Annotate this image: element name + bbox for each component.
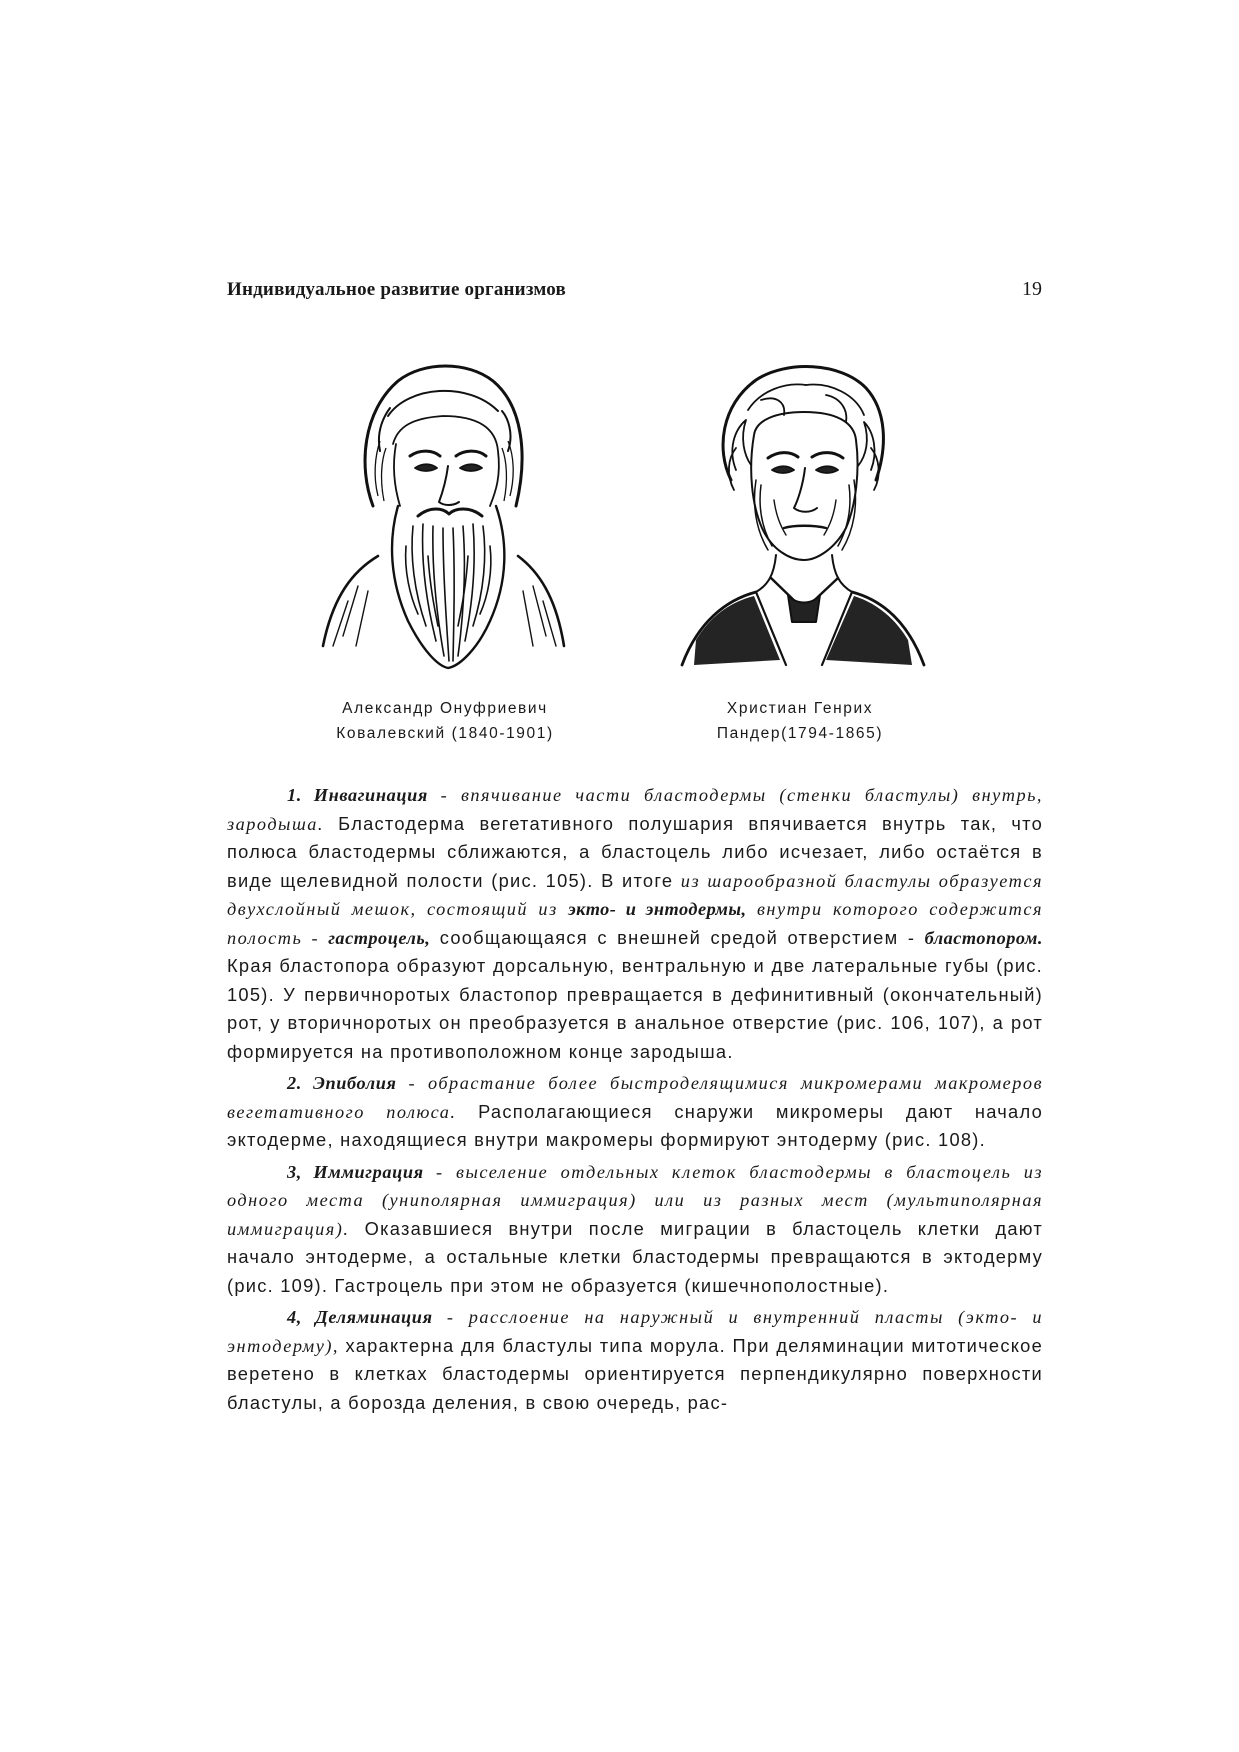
term-delamination: 4, Деляминация — [287, 1307, 433, 1327]
term-epiboly: 2. Эпиболия — [287, 1073, 397, 1093]
definition-text: - обрастание более быстроделящимися микромерами макромеров вегетативного полюса. — [227, 1073, 1043, 1122]
portrait-caption-right — [660, 696, 940, 746]
kovalevsky-portrait-icon — [318, 356, 568, 671]
pander-portrait-icon — [676, 360, 928, 672]
paragraph-text: сообщающаяся с внешней средой отверстием - — [430, 926, 925, 948]
paragraph-text: Оказавшиеся внутри после миграции в бластоцель клетки дают начало энтодерме, а остальные клетки бластодермы превращаются в эктодерму (рис. 109). Гастроцель при этом не образуется (кишечнополостные). — [227, 1217, 1043, 1296]
running-title: Индивидуальное развитие организмов — [227, 279, 566, 300]
definition-text: из шарообразной бластулы образуется двухслойный мешок, состоящий из — [227, 870, 1043, 919]
emphasis-term: гастроцель, — [328, 927, 431, 948]
term-invagination: 1. Инвагинация — [287, 785, 428, 805]
paragraph-text: характерна для бластулы типа морула. При деляминации митотическое веретено в клетках бластодермы ориентируется перпендикулярно поверхности бластулы, а борозда деления, в свою очередь, рас- — [227, 1334, 1043, 1413]
paragraph-invagination — [227, 781, 1043, 1066]
caption-name: Христиан Генрих — [726, 700, 874, 717]
page-number: 19 — [1022, 278, 1042, 300]
paragraph-immigration — [227, 1158, 1043, 1301]
running-head — [227, 278, 1042, 304]
body-text — [227, 781, 1043, 1417]
paragraph-delamination — [227, 1303, 1043, 1417]
term-immigration: 3, Иммиграция — [287, 1161, 424, 1182]
definition-text: - расслоение на наружный и внутренний пласты (экто- и энтодерму), — [227, 1307, 1044, 1356]
definition-text: - выселение отдельных клеток бластодермы в бластоцель из одного места (униполярная иммиграция) или из разных мест (мультиполярная иммиграция). — [227, 1161, 1043, 1239]
definition-text: - впячивание части бластодермы (стенки бластулы) внутрь, зародыша. — [227, 785, 1043, 834]
caption-name: Александр Онуфриевич — [342, 700, 548, 717]
caption-dates: Ковалевский (1840-1901) — [336, 725, 554, 742]
paragraph-text: Располагающиеся снаружи микромеры дают начало эктодерме, находящиеся внутри макромеры формируют энтодерму (рис. 108). — [227, 1100, 1044, 1150]
emphasis-term: бластопором. — [924, 927, 1043, 948]
emphasis-term: экто- и энтодермы, — [568, 899, 747, 919]
caption-dates: Пандер(1794-1865) — [716, 725, 884, 742]
portrait-caption-left — [300, 696, 590, 746]
definition-text: внутри которого содержится полость - — [227, 899, 1043, 948]
paragraph-text: Края бластопора образуют дорсальную, вентральную и две латеральные губы (рис. 105). У первичноротых бластопор превращается в дефинитивный (окончательный) рот, у вторичноротых он преобразуется в анальное отверстие (рис. 106, 107), а рот формируется на противоположном конце зародыша. — [227, 955, 1043, 1062]
paragraph-epiboly — [227, 1069, 1043, 1155]
paragraph-text: Бластодерма вегетативного полушария впячивается внутрь так, что полюса бластодермы сближаются, а бластоцель либо исчезает, либо остаётся в виде щелевидной полости (рис. 105). В итоге — [227, 812, 1043, 891]
